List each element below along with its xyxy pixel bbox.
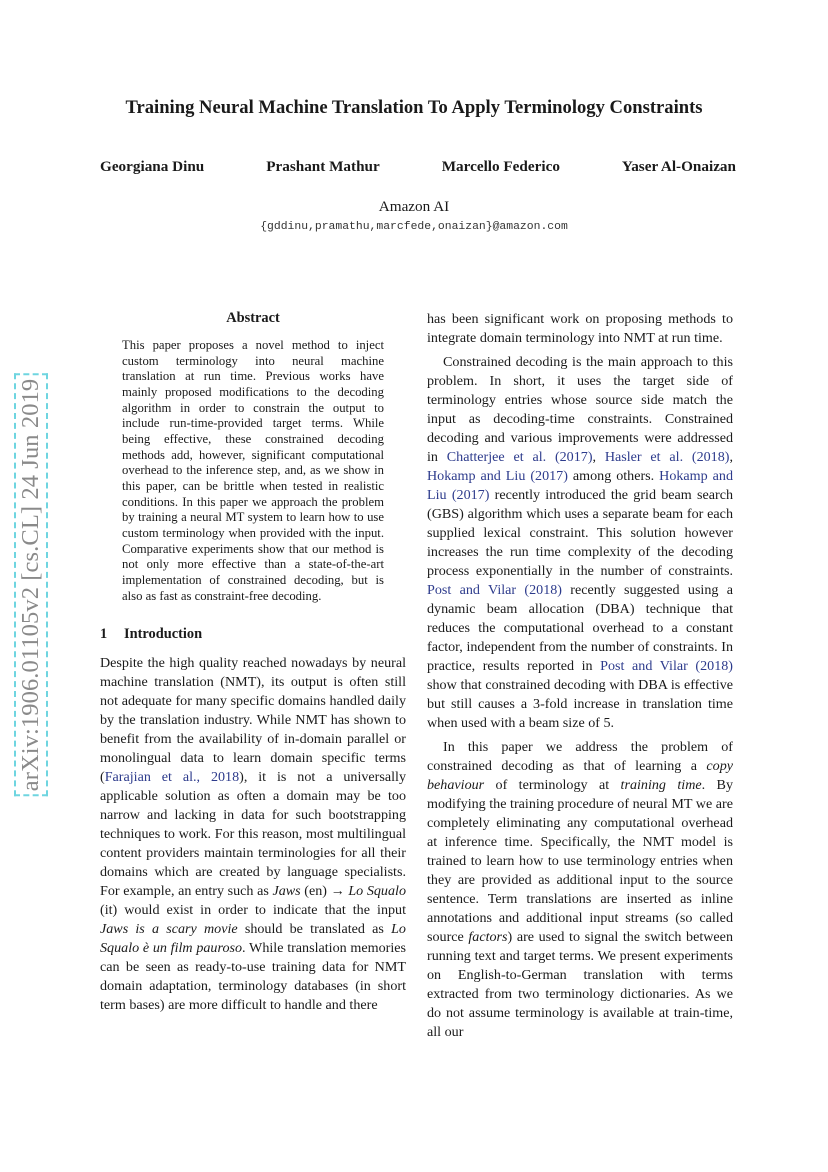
arxiv-stamp-text: arXiv:1906.01105v2 [cs.CL] 24 Jun 2019 (17, 378, 44, 792)
section-title: Introduction (124, 626, 203, 643)
arxiv-stamp (10, 340, 52, 830)
affiliation: Amazon AI (378, 198, 450, 215)
author-list (100, 158, 736, 176)
left-column (100, 310, 406, 1015)
intro-paragraph-continued: has been significant work on proposing methods to integrate domain terminology into NMT at run time. (427, 311, 733, 346)
author-name: Georgiana Dinu (100, 158, 205, 175)
citation-link[interactable]: Post and Vilar (2018) (600, 658, 733, 674)
author-name: Prashant Mathur (266, 158, 380, 175)
intro-paragraph-1: Despite the high quality reached nowadays by neural machine translation (NMT), its output is often still not adequate for many specific domains handled daily by the translation industry. While NMT has shown to benefit from the availability of in-domain parallel or monolingual data to learn domain specific terms (Farajian et al., 2018), it is not a universally applicable solution as often a domain may be too narrow and lacking in data for such bootstrapping techniques to work. For this reason, most multilingual content providers maintain terminologies for all their domains which are created by language specialists. For example, an entry such as Jaws (en) → Lo Squalo (it) would exist in order to indicate that the input Jaws is a scary movie should be translated as Lo Squalo è un film pauroso. While translation memories can be seen as ready-to-use training data for NMT domain adaptation, terminology databases (in short term bases) are more difficult to handle and there (100, 655, 406, 1014)
section-heading (100, 626, 406, 643)
author-name: Yaser Al-Onaizan (621, 158, 736, 175)
citation-link[interactable]: Chatterjee et al. (2017) (446, 449, 593, 465)
author-name: Marcello Federico (441, 158, 560, 175)
citation-link[interactable]: Post and Vilar (2018) (427, 582, 562, 598)
citation-link[interactable]: Hasler et al. (2018) (604, 449, 730, 465)
section-number: 1 (100, 626, 108, 643)
abstract-heading: Abstract (226, 310, 280, 326)
intro-paragraph-2: Constrained decoding is the main approach to this problem. In short, it uses the target side of terminology entries whose source side match the input as decoding-time constraints. Constrained decoding and various improvements were addressed in Chatterjee et al. (2017), Hasler et al. (2018), Hokamp and Liu (2017) among others. Hokamp and Liu (2017) recently introduced the grid beam search (GBS) algorithm which uses a separate beam for each supplied lexical constraint. This solution however increases the run time complexity of the decoding process exponentially in the number of constraints. Post and Vilar (2018) recently suggested using a dynamic beam allocation (DBA) technique that reduces the computational overhead to a constant factor, independent from the number of constraints. In practice, results reported in Post and Vilar (2018) show that constrained decoding with DBA is effective but still causes a 3-fold increase in translation time when used with a beam size of 5. (427, 354, 734, 731)
author-emails: {gddinu,pramathu,marcfede,onaizan}@amazon.com (260, 221, 568, 233)
right-column (427, 310, 733, 1042)
intro-paragraph-3: In this paper we address the problem of constrained decoding as that of learning a copy behaviour of terminology at training time. By modifying the training procedure of neural MT we are completely eliminating any computational overhead at inference time. Specifically, the NMT model is trained to learn how to use terminology entries when they are provided as additional input to the source sentence. Term translations are inserted as inline annotations and additional input streams (so called source factors) are used to signal the switch between running text and target terms. We present experiments on English-to-German translation with terms extracted from two terminology dictionaries. As we do not assume terminology is available at train-time, all our (427, 739, 733, 1040)
paper-title: Training Neural Machine Translation To Apply Terminology Constraints (125, 97, 703, 118)
citation-link[interactable]: Hokamp and Liu (2017) (427, 468, 568, 484)
abstract-text: This paper proposes a novel method to inject custom terminology into neural machine translation at run time. Previous works have mainly proposed modifications to the decoding algorithm in order to constrain the output to include run-time-provided target terms. While being effective, these constrained decoding methods add, however, significant computational overhead to the inference step, and, as we show in this paper, can be brittle when tested in realistic conditions. In this paper we approach the problem by training a neural MT system to learn how to use custom terminology when provided with the input. Comparative experiments show that our method is not only more effective than a state-of-the-art implementation of constrained decoding, but is also as fast as constraint-free decoding. (122, 338, 384, 603)
citation-link[interactable]: Farajian et al., 2018 (104, 769, 240, 786)
citation-link[interactable]: Hokamp and Liu (2017) (427, 468, 733, 503)
